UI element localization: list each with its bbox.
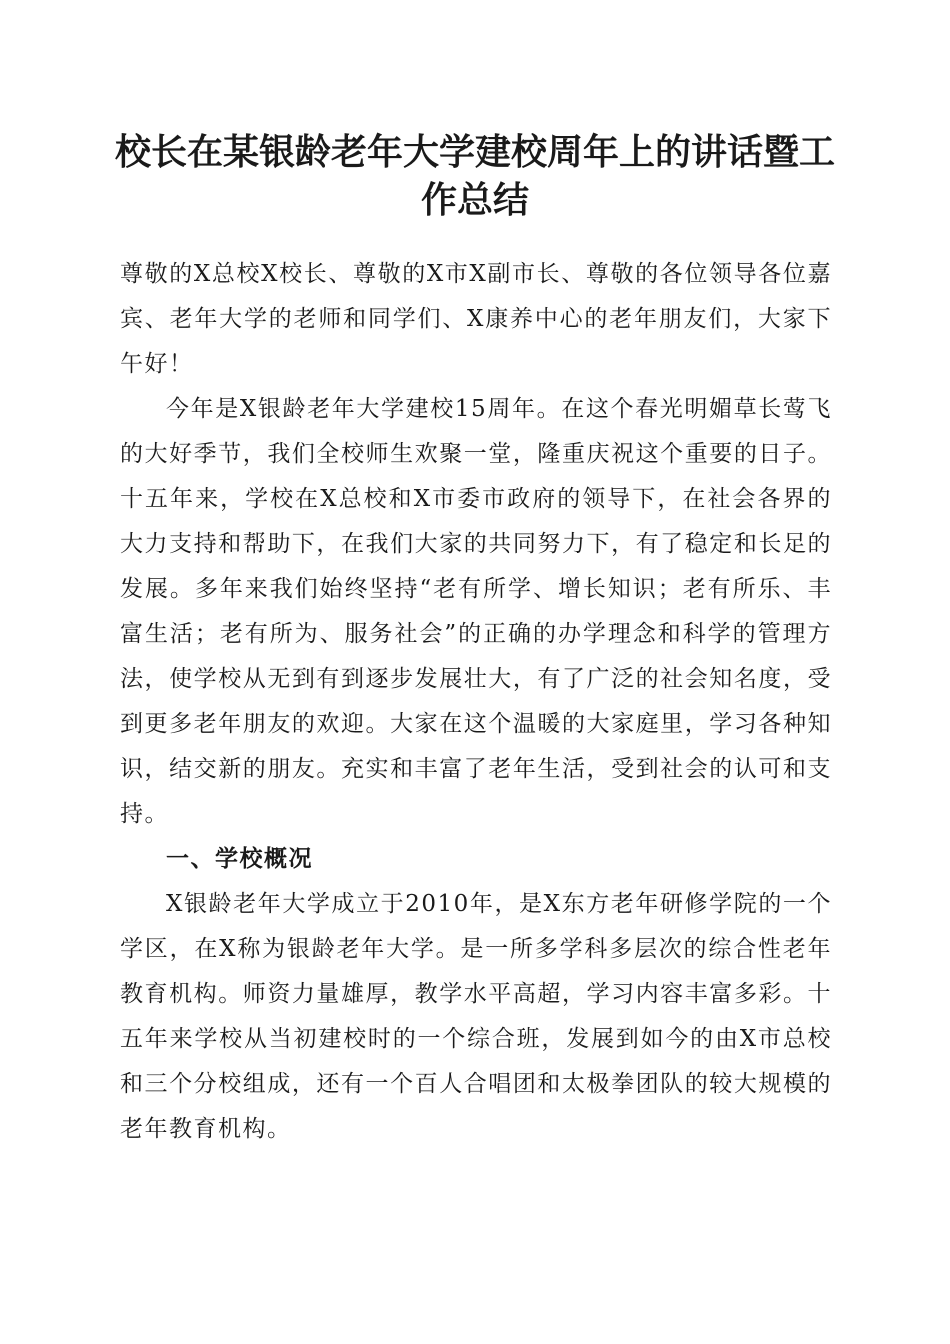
salutation-paragraph: 尊敬的X总校X校长、尊敬的X市X副市长、尊敬的各位领导各位嘉宾、老年大学的老师和同学们、X康养中心的老年朋友们，大家下午好！ [120, 261, 832, 377]
school-overview-paragraph: X银龄老年大学成立于2010年，是X东方老年研修学院的一个学区，在X称为银龄老年大学。是一所多学科多层次的综合性老年教育机构。师资力量雄厚，教学水平高超，学习内容丰富多彩。十五年来学校从当初建校时的一个综合班，发展到如今的由X市总校和三个分校组成，还有一个百人合唱团和太极拳团队的较大规模的老年教育机构。 [120, 891, 832, 1142]
document-title: 校长在某银龄老年大学建校周年上的讲话暨工作总结 [114, 131, 835, 221]
document-body [120, 252, 832, 1152]
opening-paragraph: 今年是X银龄老年大学建校15周年。在这个春光明媚草长莺飞的大好季节，我们全校师生欢聚一堂，隆重庆祝这个重要的日子。十五年来，学校在X总校和X市委市政府的领导下，在社会各界的大力支持和帮助下，在我们大家的共同努力下，有了稳定和长足的发展。多年来我们始终坚持“老有所学、增长知识；老有所乐、丰富生活；老有所为、服务社会”的正确的办学理念和科学的管理方法，使学校从无到有到逐步发展壮大，有了广泛的社会知名度，受到更多老年朋友的欢迎。大家在这个温暖的大家庭里，学习各种知识，结交新的朋友。充实和丰富了老年生活，受到社会的认可和支持。 [120, 396, 832, 827]
section-heading-school-overview: 一、学校概况 [166, 846, 313, 872]
